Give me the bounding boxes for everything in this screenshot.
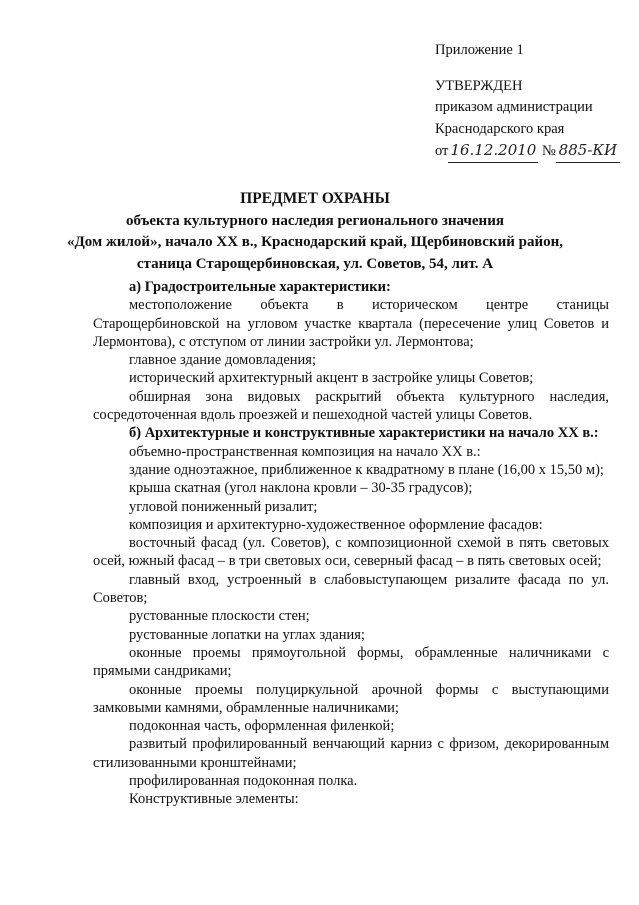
section-b-item: объемно-пространственная композиция на начало XX в.: — [129, 443, 481, 460]
section-b-item: оконные проемы полуциркульной арочной формы с выступающими замковыми камнями, обрамленные наличниками; — [93, 681, 609, 716]
number-prefix: № — [542, 143, 556, 159]
document-body — [93, 278, 609, 809]
heading-line-1: объекта культурного наследия регионального значения — [126, 212, 504, 229]
section-b-item: Конструктивные элементы: — [129, 791, 299, 808]
section-b-item: здание одноэтажное, приближенное к квадратному в плане (16,00 х 15,50 м); — [129, 461, 604, 478]
approved-label: УТВЕРЖДЕН — [435, 77, 523, 94]
approval-block — [435, 40, 620, 163]
heading-line-2: «Дом жилой», начало XX в., Краснодарский край, Щербиновский район, — [66, 234, 563, 250]
section-a-item: обширная зона видовых раскрытий объекта культурного наследия, сосредоточенная вдоль проезжей и пешеходной частей улицы Советов. — [93, 388, 609, 424]
document-heading — [60, 188, 570, 275]
handwritten-number: 885-КИ — [556, 140, 620, 163]
section-b-item: рустованные лопатки на углах здания; — [129, 626, 365, 643]
spacer — [435, 62, 620, 76]
section-a-title: а) Градостроительные характеристики: — [129, 279, 391, 295]
section-b-item: композиция и архитектурно-художественное оформление фасадов: — [129, 516, 543, 533]
section-a-item: исторический архитектурный акцент в застройке улицы Советов; — [129, 370, 534, 387]
order-line-1: приказом администрации — [435, 99, 593, 115]
date-prefix: от — [435, 143, 449, 159]
section-b-item: угловой пониженный ризалит; — [129, 498, 318, 515]
section-b-item: крыша скатная (угол наклона кровли – 30-35 градусов); — [129, 480, 473, 497]
section-a-item: местоположение объекта в историческом центре станицы Старощербиновской на угловом участке квартала (пересечение улиц Советов и Лермонтова), с отступом от линии застройки ул. Лермонтова; — [93, 297, 609, 350]
section-a-item: главное здание домовладения; — [129, 352, 316, 369]
section-b-title: б) Архитектурные и конструктивные характеристики на начало XX в.: — [129, 425, 599, 442]
document-title: ПРЕДМЕТ ОХРАНЫ — [240, 190, 390, 207]
handwritten-date: 16.12.2010 — [448, 140, 538, 163]
section-b-item: подоконная часть, оформленная филенкой; — [129, 718, 395, 735]
section-b-item: оконные проемы прямоугольной формы, обрамленные наличниками с прямыми сандриками; — [93, 644, 609, 680]
section-b-item: профилированная подоконная полка. — [129, 773, 358, 790]
order-date-line — [435, 140, 620, 163]
order-line-2: Краснодарского края — [435, 120, 565, 137]
appendix-label: Приложение 1 — [435, 42, 524, 58]
section-b-item: восточный фасад (ул. Советов), с композиционной схемой в пять световых осей, южный фасад – в три световых оси, северный фасад – в пять световых осей; — [93, 535, 609, 570]
section-b-item: развитый профилированный венчающий карниз с фризом, декорированным стилизованными кронштейнами; — [93, 736, 609, 771]
heading-line-3: станица Старощербиновская, ул. Советов, 54, лит. А — [136, 255, 494, 272]
section-b-item: главный вход, устроенный в слабовыступающем ризалите фасада по ул. Советов; — [93, 571, 609, 607]
section-b-item: рустованные плоскости стен; — [129, 608, 310, 625]
